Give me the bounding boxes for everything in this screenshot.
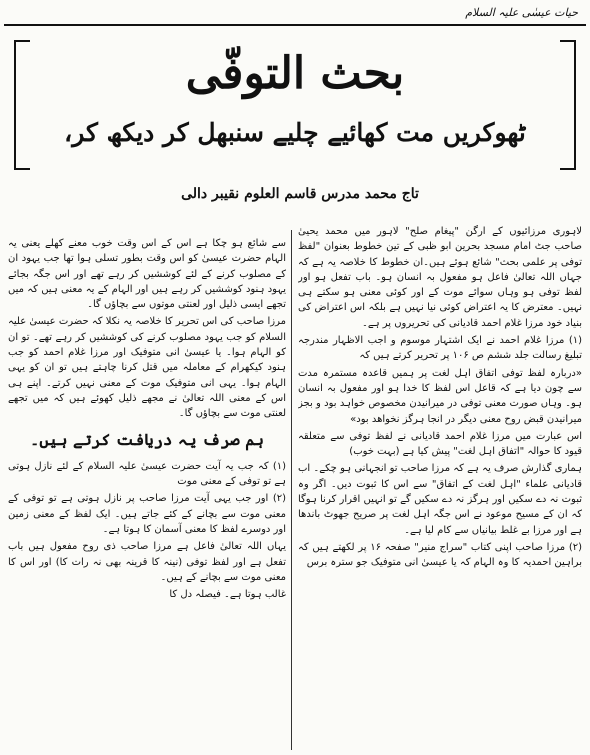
section-heading: ہم صرف یہ دریافت کرتے ہیں۔ [29,429,265,449]
question-item: (۲) اور جب یہی آیت مرزا صاحب پر نازل ہوتی ہے تو توفی کے معنی موت سے بچانے کے کئے جاتے ہیں۔ ایک لفظ کے معنی زمین اور دوسرے لفظ کا معنی آسمان کا ہوتا ہے۔ [8,493,286,536]
article-title: بحث التوفّی [185,48,405,99]
question-item: (۱) کہ جب یہ آیت حضرت عیسیٰ علیہ السلام کے لئے نازل ہوتی ہے تو توفی کے معنی موت [8,460,286,488]
column-divider [291,230,292,750]
paragraph: ہماری گذارش صرف یہ ہے کہ مرزا صاحب تو انجہانی ہو چکے۔ اب قادیانی علماء "اہل لغت کے اتفاق" سے اس کا ثبوت دیں۔ اگر وہ ثبوت نہ دے سکیں اور ہرگز نہ دے سکیں گے تو انہیں اقرار کرنا ہوگا کہ ان کے مسیح موعود نے اس جگہ اہل لغت پر صریح جھوٹ باندھا ہے اور مرزا بے غلط بیانیاں سے کام لیا ہے۔ [298,463,582,536]
running-header: حیات عیسٰی علیہ السلام [465,6,578,19]
right-column [298,224,582,749]
paragraph: یہاں اللہ تعالیٰ فاعل ہے مرزا صاحب ذی روح مفعول ہیں باب تفعل ہے اور لفظ توفی (نینہ کا قرینہ بھی نہ رات کا) اور اس کا معنی موت سے بچانے کے ہیں۔ [8,541,286,583]
article-subtitle: ٹھوکریں مت کھائیے چلیے سنبھل کر دیکھ کر، [64,118,526,147]
paragraph: اس عبارت میں مرزا غلام احمد قادیانی نے لفظ توفی سے متعلقہ قیود کا حوالہ "اتفاق اہل لغت" پیش کیا ہے (بہت خوب) [298,430,582,458]
paragraph: (۲) مرزا صاحب اپنی کتاب "سراج منیر" صفحہ ۱۶ پر لکھتے ہیں کہ براہین احمدیہ کا وہ الہام کہ یا عیسیٰ انی متوفیک جو سترہ برس [298,541,582,569]
paragraph: (۱) مرزا غلام احمد نے ایک اشتہار موسوم و اجب الاظہار مندرجہ تبلیغ رسالت جلد ششم ص ۱۰۶ پر تحریر کرتے ہیں کہ [298,335,582,362]
paragraph: لاہوری مرزائیوں کے ارگن "پیغام صلح" لاہور میں محمد یحییٰ صاحب جٹ امام مسجد بحرین ابو ظبی کے تین خطوط بعنوان "لفظ توفی پر علمی بحث" شائع ہوئے ہیں۔ان خطوط کا خلاصہ یہ ہے کہ جہاں اللہ تعالیٰ فاعل ہو مفعول بہ انسان ہو۔ باب تفعل ہو اور لفظ توفی ہو وہاں سوائے موت کے اور کوئی معنی ہو سکتے ہی نہیں۔ معترض کا یہ اعتراض کوئی نیا نہیں ہے بلکہ اس اعتراض کی بنیاد خود مرزا غلام احمد قادیانی کی تحریروں پر ہے۔ [298,226,582,329]
left-column [8,236,286,751]
author-line: تاج محمد مدرس قاسم العلوم نقیبر دالی [181,186,419,202]
quote-paragraph: «دربارہ لفظ توفی اتفاق اہل لغت پر ہمیں قاعدہ مستمرہ مدت سے چون دیا ہے کہ قاعل اس لفظ کا خدا ہو اور مفعول بہ انسان ہو۔ وہاں صورت معنی توفی در میرانیدن مخصوص خواہد بود و بجز میرانیدن قبض روح معنی دیگر در انجا ہرگز نخواهد بود» [298,367,582,425]
paragraph: مرزا صاحب کی اس تحریر کا خلاصہ یہ نکلا کہ حضرت عیسیٰ علیہ السلام کو جب یہود مصلوب کرنے کی کوششیں کر رہے تھے۔ تو ان کو الہام ہوا۔ یا عیسیٰ انی متوفیک اور مرزا غلام احمد کو جب ہنود کیکھرام کے معاملہ میں قتل کرنا چاہتے ہیں تو ان کو یہی الہام ہوا۔ یہی انی متوفیک موت کے معنی نہیں کرتے۔ اپنے ہی اس کے معنی اللہ تعالیٰ نے مجھے ذلیل کھوئے ہیں کہ میں تجھے لعنتی موت سے بچاؤں گا۔ [8,316,286,420]
paragraph: سے شائع ہو چکا ہے اس کے اس وقت خوب معنے کھلے یعنی یہ الہام حضرت عیسیٰ کو اس وقت بطور تسلی ہوا تھا جب یہود ان کے مصلوب کرنے کے لئے کوششیں کر رہے تھے اور اس جگہ بجائے یہود ہنود کوششیں کر رہے ہیں اور الہام کے یہ معنی ہیں کہ میں تجھے ایسی ذلیل اور لعنتی موتوں سے بچاؤں گا۔ [8,238,286,311]
header-rule [4,24,586,26]
closing-line: غالب ہوتا ہے۔ فیصلہ دل کا [169,589,286,601]
